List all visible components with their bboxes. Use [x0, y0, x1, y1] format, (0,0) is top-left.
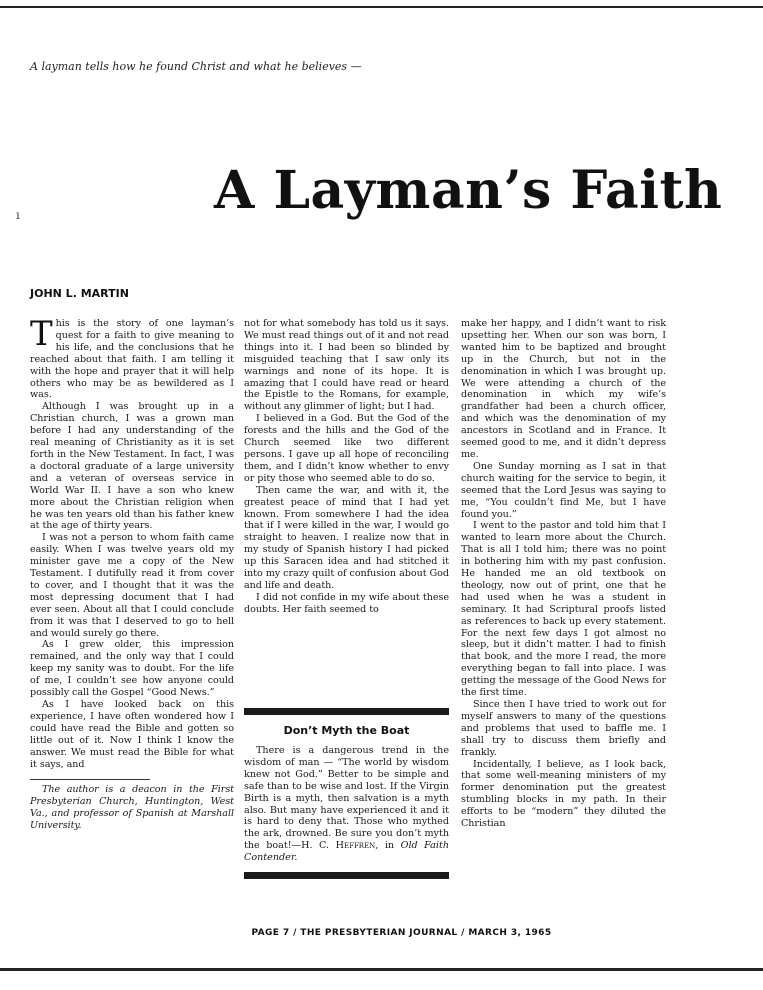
paragraph: Incidentally, I believe, as I look back, that some well-meaning ministers of my former denomination put the greatest stumbling blocks in my path. In their efforts to be “modern” they diluted the Christian [461, 758, 666, 830]
column-2 [244, 318, 449, 616]
drop-cap: T [30, 314, 53, 354]
sidebar-source-prefix: in [384, 840, 395, 852]
paragraph: I was not a person to whom faith came easily. When I was twelve years old my minister gave me a copy of the New Testament. I dutifully read it from cover to cover, and I thought that it was the most depressing document that I had ever seen. About all that I could conclude from it was that I deserved to go to hell and would surely go there. [30, 532, 234, 639]
paragraph: I did not confide in my wife about these doubts. Her faith seemed to [244, 591, 449, 615]
article-kicker: A layman tells how he found Christ and what he believes — [30, 60, 362, 73]
top-rule [0, 6, 763, 8]
sidebar-title: Don’t Myth the Boat [283, 724, 410, 737]
column-3 [461, 318, 666, 830]
paragraph: One Sunday morning as I sat in that church waiting for the service to begin, it seemed that the Lord Jesus was saying to me, “You couldn’t find Me, but I have found you.” [461, 460, 666, 520]
bottom-rule [0, 968, 763, 971]
paragraph: Since then I have tried to work out for myself answers to many of the questions and problems that used to baffle me. I shall try to discuss them briefly and frankly. [461, 699, 666, 758]
footnote-rule [30, 779, 150, 780]
paragraph: I believed in a God. But the God of the forests and the hills and the God of the Church seemed like two different persons. I gave up all hope of reconciling them, and I didn’t know whether to envy or pity those who seemed able to do so. [244, 413, 449, 484]
paragraph: Although I was brought up in a Christian church, I was a grown man before I had any understanding of the real meaning of Christianity as it is set forth in the New Testament. In fact, I was a doctoral graduate of a large university and a veteran of overseas service in World War II. I have a son who knew more about the Christian religion when he was ten years old than his father knew at the age of thirty years. [30, 401, 234, 532]
paragraph: make her happy, and I didn’t want to risk upsetting her. When our son was born, I wanted him to be baptized and brought up in the Church, but not in the denomination in which I was brought up. We were attending a church of the denomination in which my wife’s grandfather had been a church officer, and which was the denomination of my ancestors in Scotland and in France. It seemed good to me, and it didn’t depress me. [461, 318, 666, 460]
sidebar-body [244, 745, 449, 864]
paragraph: Then came the war, and with it, the greatest peace of mind that I had yet known. From somewhere I had the idea that if I were killed in the war, I would go straight to heaven. I realize now that in my study of Spanish history I had picked up this Saracen idea and had stitched it into my crazy quilt of confusion about God and life and death. [244, 484, 449, 591]
sidebar-text: There is a dangerous trend in the wisdom of man — “The world by wisdom knew not God.” Better to be simple and safe than to be wise and lost. If the Virgin Birth is a myth, then salvation is a myth also. But many have experienced it and it is hard to deny that. Those who mythed the ark, drowned. Be sure you don’t myth the boat!—H. C. [244, 745, 449, 852]
sidebar-author: Heffren, [335, 840, 379, 852]
sidebar-source: Old Faith Contender. [244, 840, 450, 864]
author-footnote: The author is a deacon in the First Presbyterian Church, Huntington, West Va., and professor of Spanish at Marshall University. [30, 784, 234, 832]
paragraph-text: his is the story of one layman’s quest for a faith to give meaning to his life, and the conclusions that he reached about that faith. I am telling it with the hope and prayer that it will help others who may be as bewildered as I was. [30, 318, 234, 401]
margin-mark: ı [16, 208, 20, 222]
paragraph [30, 314, 234, 401]
paragraph: As I grew older, this impression remained, and the only way that I could keep my sanity was to doubt. For the life of me, I couldn’t see how anyone could possibly call the Gospel “Good News.” [30, 639, 234, 699]
article-title: A Layman’s Faith [214, 160, 723, 221]
paragraph: I went to the pastor and told him that I wanted to learn more about the Church. That is all I told him; there was no point in bothering him with my past confusion. He handed me an old textbook on theology, now out of print, one that he had used when he was a student in seminary. It had Scriptural proofs listed as references to back up every statement. For the next few days I got almost no sleep, but it didn’t matter. I had to finish that book, and the more I read, the more everything began to fall into place. I was getting the message of the Good News for the first time. [461, 520, 666, 699]
sidebar-box [244, 708, 449, 879]
sidebar-top-bar [244, 708, 449, 715]
byline: JOHN L. MARTIN [30, 287, 129, 300]
sidebar-bottom-bar [244, 872, 449, 879]
page-footer [0, 928, 763, 938]
paragraph: not for what somebody has told us it says. We must read things out of it and not read things into it. I had been so blinded by misguided teaching that I saw only its warnings and none of its hope. It is amazing that I could have read or heard the Epistle to the Romans, for example, without any glimmer of light; but I had. [244, 318, 449, 413]
paragraph: As I have looked back on this experience, I have often wondered how I could have read the Bible and gotten so little out of it. Now I think I know the answer. We must read the Bible for what it says, and [30, 699, 234, 770]
column-1 [30, 314, 234, 832]
footer-text: PAGE 7 / THE PRESBYTERIAN JOURNAL / MARCH 3, 1965 [251, 928, 552, 938]
